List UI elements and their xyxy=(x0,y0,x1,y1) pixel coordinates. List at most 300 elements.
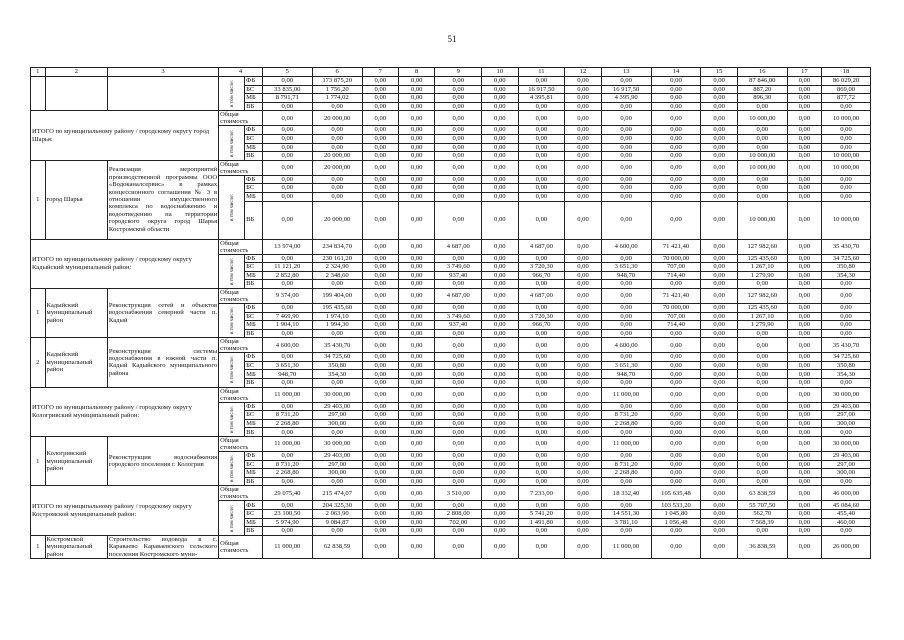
value-cell: 0,00 xyxy=(651,338,701,353)
item-description: Строительство водовода в с. Караваево Караваевского сельского поселения Костромского муни- xyxy=(108,535,218,558)
value-cell: 0,00 xyxy=(822,143,871,152)
value-cell: 0,00 xyxy=(482,134,518,143)
value-cell: 127 982,60 xyxy=(737,239,787,254)
item-municipality: Кологривский муниципальный район xyxy=(45,437,107,486)
value-cell: 29 403,00 xyxy=(822,452,871,461)
value-cell: 0,00 xyxy=(565,338,601,353)
total-cost-label: Общая стоимость xyxy=(219,437,263,452)
value-cell: 0,00 xyxy=(362,280,398,289)
value-cell: 0,00 xyxy=(787,486,821,501)
incl-label xyxy=(219,452,245,486)
value-cell: 0,00 xyxy=(435,303,482,312)
incl-label-text: в том числе: xyxy=(228,80,235,108)
value-cell: 0,00 xyxy=(398,510,434,519)
value-cell: 0,00 xyxy=(737,477,787,486)
value-cell: 0,00 xyxy=(822,134,871,143)
value-cell: 14 551,30 xyxy=(601,510,651,519)
value-cell: 0,00 xyxy=(787,411,821,420)
value-cell: 0,00 xyxy=(565,518,601,527)
value-cell: 0,00 xyxy=(482,428,518,437)
value-cell: 0,00 xyxy=(435,175,482,184)
value-cell: 0,00 xyxy=(362,518,398,527)
value-cell: 0,00 xyxy=(398,263,434,272)
value-cell: 0,00 xyxy=(482,175,518,184)
total-cost-label: Общая стоимость xyxy=(219,535,263,558)
value-cell: 0,00 xyxy=(398,143,434,152)
value-cell: 0,00 xyxy=(482,152,518,161)
item-municipality: Кадыйский муниципальный район xyxy=(45,338,107,387)
value-cell: 0,00 xyxy=(651,361,701,370)
item-total-row xyxy=(31,437,871,452)
value-cell: 0,00 xyxy=(565,486,601,501)
value-cell: 0,00 xyxy=(518,102,565,111)
value-cell: 0,00 xyxy=(601,134,651,143)
total-cost-label: Общая стоимость xyxy=(219,288,263,303)
value-cell: 0,00 xyxy=(398,527,434,536)
value-cell: 0,00 xyxy=(651,160,701,175)
value-cell: 0,00 xyxy=(262,143,312,152)
value-cell: 2 808,00 xyxy=(435,510,482,519)
value-cell: 0,00 xyxy=(518,201,565,239)
value-cell: 0,00 xyxy=(435,192,482,201)
incl-label-text: в том числе: xyxy=(228,405,235,433)
value-cell: 0,00 xyxy=(518,184,565,193)
value-cell: 0,00 xyxy=(565,201,601,239)
source-code: ВБ xyxy=(245,527,263,536)
value-cell: 0,00 xyxy=(701,477,737,486)
value-cell: 0,00 xyxy=(601,353,651,362)
value-cell: 0,00 xyxy=(518,477,565,486)
value-cell: 0,00 xyxy=(787,94,821,103)
value-cell: 0,00 xyxy=(435,134,482,143)
incl-label-text: в том числе: xyxy=(228,257,235,285)
value-cell: 0,00 xyxy=(651,469,701,478)
value-cell: 0,00 xyxy=(362,501,398,510)
value-cell: 0,00 xyxy=(435,254,482,263)
value-cell: 0,00 xyxy=(651,379,701,388)
value-cell: 8 731,20 xyxy=(262,460,312,469)
value-cell: 0,00 xyxy=(651,477,701,486)
value-cell: 0,00 xyxy=(701,312,737,321)
value-cell: 0,00 xyxy=(601,428,651,437)
incl-label xyxy=(219,126,245,160)
value-cell: 0,00 xyxy=(601,312,651,321)
value-cell: 234 834,70 xyxy=(312,239,362,254)
value-cell: 0,00 xyxy=(482,160,518,175)
value-cell: 0,00 xyxy=(565,501,601,510)
value-cell: 0,00 xyxy=(518,111,565,126)
value-cell: 0,00 xyxy=(362,143,398,152)
value-cell: 0,00 xyxy=(565,353,601,362)
value-cell: 0,00 xyxy=(482,192,518,201)
value-cell: 29 075,40 xyxy=(262,486,312,501)
incl-label xyxy=(219,303,245,337)
value-cell: 0,00 xyxy=(482,77,518,86)
column-header: 15 xyxy=(701,68,737,77)
value-cell: 0,00 xyxy=(787,143,821,152)
value-cell: 0,00 xyxy=(362,312,398,321)
value-cell: 2 324,90 xyxy=(312,263,362,272)
value-cell: 11 000,00 xyxy=(262,387,312,402)
value-cell: 0,00 xyxy=(435,143,482,152)
value-cell: 0,00 xyxy=(565,271,601,280)
value-cell: 0,00 xyxy=(398,501,434,510)
value-cell: 10 000,00 xyxy=(737,111,787,126)
value-cell: 0,00 xyxy=(362,134,398,143)
value-cell: 0,00 xyxy=(701,353,737,362)
value-cell: 0,00 xyxy=(482,387,518,402)
budget-table xyxy=(30,67,871,559)
value-cell: 0,00 xyxy=(701,338,737,353)
value-cell: 0,00 xyxy=(701,411,737,420)
value-cell: 0,00 xyxy=(482,303,518,312)
item-total-row xyxy=(31,288,871,303)
value-cell: 0,00 xyxy=(651,94,701,103)
value-cell: 0,00 xyxy=(701,134,737,143)
value-cell: 10 000,00 xyxy=(822,201,871,239)
value-cell: 0,00 xyxy=(701,321,737,330)
column-header: 6 xyxy=(312,68,362,77)
value-cell: 87 846,00 xyxy=(737,77,787,86)
source-code: МБ xyxy=(245,271,263,280)
value-cell: 877,72 xyxy=(822,94,871,103)
source-code: БС xyxy=(245,134,263,143)
value-cell: 0,00 xyxy=(822,379,871,388)
value-cell: 0,00 xyxy=(518,387,565,402)
source-code: БС xyxy=(245,361,263,370)
value-cell: 0,00 xyxy=(362,469,398,478)
value-cell: 0,00 xyxy=(701,419,737,428)
value-cell: 0,00 xyxy=(651,152,701,161)
value-cell: 0,00 xyxy=(398,192,434,201)
value-cell: 0,00 xyxy=(398,518,434,527)
value-cell: 0,00 xyxy=(787,387,821,402)
value-cell: 0,00 xyxy=(787,469,821,478)
value-cell: 0,00 xyxy=(362,387,398,402)
value-cell: 0,00 xyxy=(435,469,482,478)
value-cell: 2 268,80 xyxy=(601,469,651,478)
value-cell: 0,00 xyxy=(398,411,434,420)
value-cell: 215 474,07 xyxy=(312,486,362,501)
value-cell: 0,00 xyxy=(262,303,312,312)
value-cell: 0,00 xyxy=(787,201,821,239)
value-cell: 0,00 xyxy=(482,126,518,135)
column-header: 12 xyxy=(565,68,601,77)
value-cell: 0,00 xyxy=(701,527,737,536)
value-cell: 0,00 xyxy=(787,535,821,558)
value-cell: 0,00 xyxy=(482,535,518,558)
value-cell: 0,00 xyxy=(518,379,565,388)
incl-label-text: в том числе: xyxy=(228,193,235,221)
total-cost-label: Общая стоимость xyxy=(219,239,263,254)
value-cell: 11 000,00 xyxy=(262,535,312,558)
value-cell: 0,00 xyxy=(398,102,434,111)
value-cell: 869,00 xyxy=(822,85,871,94)
value-cell: 0,00 xyxy=(518,402,565,411)
source-code: МБ xyxy=(245,192,263,201)
value-cell: 0,00 xyxy=(362,510,398,519)
value-cell: 0,00 xyxy=(398,184,434,193)
value-cell: 0,00 xyxy=(701,94,737,103)
value-cell: 0,00 xyxy=(822,288,871,303)
value-cell: 0,00 xyxy=(565,134,601,143)
source-code: ВБ xyxy=(245,152,263,161)
value-cell: 10 000,00 xyxy=(822,152,871,161)
value-cell: 0,00 xyxy=(435,361,482,370)
source-code: ФБ xyxy=(245,303,263,312)
value-cell: 0,00 xyxy=(362,370,398,379)
value-cell: 350,80 xyxy=(822,263,871,272)
value-cell: 199 404,00 xyxy=(312,288,362,303)
value-cell: 0,00 xyxy=(398,437,434,452)
value-cell: 0,00 xyxy=(787,280,821,289)
value-cell: 0,00 xyxy=(398,126,434,135)
value-cell: 0,00 xyxy=(565,535,601,558)
value-cell: 1 045,80 xyxy=(651,510,701,519)
value-cell: 9 084,87 xyxy=(312,518,362,527)
value-cell: 0,00 xyxy=(482,518,518,527)
value-cell: 0,00 xyxy=(362,437,398,452)
value-cell: 0,00 xyxy=(398,134,434,143)
value-cell: 0,00 xyxy=(362,452,398,461)
column-header: 9 xyxy=(435,68,482,77)
value-cell: 354,30 xyxy=(822,370,871,379)
value-cell: 0,00 xyxy=(398,94,434,103)
value-cell: 0,00 xyxy=(435,126,482,135)
value-cell: 0,00 xyxy=(701,501,737,510)
value-cell: 0,00 xyxy=(737,428,787,437)
value-cell: 0,00 xyxy=(362,160,398,175)
value-cell: 0,00 xyxy=(737,402,787,411)
value-cell: 0,00 xyxy=(518,329,565,338)
value-cell: 3 749,60 xyxy=(435,312,482,321)
value-cell: 13 974,00 xyxy=(262,239,312,254)
value-cell: 30 000,00 xyxy=(312,387,362,402)
value-cell: 300,00 xyxy=(822,469,871,478)
value-cell: 8 731,20 xyxy=(601,460,651,469)
value-cell: 11 000,00 xyxy=(601,387,651,402)
itogo-total-row xyxy=(31,486,871,501)
value-cell: 0,00 xyxy=(701,387,737,402)
total-cost-label: Общая стоимость xyxy=(219,338,263,353)
value-cell: 62 838,59 xyxy=(312,535,362,558)
item-description: Реконструкция водоснабжения городского поселения г. Кологрив xyxy=(107,437,218,486)
value-cell: 23 100,50 xyxy=(262,510,312,519)
value-cell: 0,00 xyxy=(787,501,821,510)
value-cell: 71 421,40 xyxy=(651,288,701,303)
value-cell: 0,00 xyxy=(398,387,434,402)
value-cell: 350,80 xyxy=(822,361,871,370)
value-cell: 0,00 xyxy=(398,460,434,469)
value-cell: 0,00 xyxy=(822,184,871,193)
value-cell: 0,00 xyxy=(482,486,518,501)
value-cell: 0,00 xyxy=(565,288,601,303)
item-total-row xyxy=(31,535,871,558)
value-cell: 0,00 xyxy=(362,303,398,312)
item-index: 1 xyxy=(31,160,46,239)
value-cell: 0,00 xyxy=(312,126,362,135)
value-cell: 0,00 xyxy=(482,85,518,94)
value-cell: 0,00 xyxy=(701,510,737,519)
value-cell: 0,00 xyxy=(518,428,565,437)
column-header: 7 xyxy=(362,68,398,77)
value-cell: 0,00 xyxy=(787,329,821,338)
value-cell: 0,00 xyxy=(518,535,565,558)
value-cell: 350,80 xyxy=(312,361,362,370)
column-header: 2 xyxy=(45,68,107,77)
value-cell: 354,30 xyxy=(822,271,871,280)
item-index: 1 xyxy=(31,437,46,486)
item-total-row xyxy=(31,160,871,175)
value-cell: 0,00 xyxy=(701,152,737,161)
source-code: МБ xyxy=(245,143,263,152)
value-cell: 2 268,80 xyxy=(262,469,312,478)
value-cell: 0,00 xyxy=(435,411,482,420)
value-cell: 0,00 xyxy=(787,338,821,353)
value-cell: 1 491,80 xyxy=(518,518,565,527)
value-cell: 0,00 xyxy=(518,361,565,370)
column-header: 3 xyxy=(107,68,218,77)
value-cell: 0,00 xyxy=(518,338,565,353)
value-cell: 3 720,30 xyxy=(518,263,565,272)
value-cell: 86 029,20 xyxy=(822,77,871,86)
value-cell: 1 279,90 xyxy=(737,271,787,280)
value-cell: 0,00 xyxy=(398,303,434,312)
total-cost-label: Общая стоимость xyxy=(219,160,263,175)
column-header: 8 xyxy=(398,68,434,77)
value-cell: 0,00 xyxy=(737,338,787,353)
value-cell: 0,00 xyxy=(482,111,518,126)
value-cell: 966,70 xyxy=(518,321,565,330)
value-cell: 35 430,70 xyxy=(822,338,871,353)
value-cell: 0,00 xyxy=(701,303,737,312)
value-cell: 20 000,00 xyxy=(312,111,362,126)
column-header: 16 xyxy=(737,68,787,77)
value-cell: 460,00 xyxy=(822,518,871,527)
value-cell: 0,00 xyxy=(312,329,362,338)
value-cell: 0,00 xyxy=(435,94,482,103)
value-cell: 7 568,39 xyxy=(737,518,787,527)
column-header: 5 xyxy=(262,68,312,77)
source-code: ВБ xyxy=(245,477,263,486)
value-cell: 0,00 xyxy=(565,254,601,263)
value-cell: 0,00 xyxy=(435,477,482,486)
item-municipality: Кадыйский муниципальный район xyxy=(45,288,107,337)
value-cell: 0,00 xyxy=(362,239,398,254)
value-cell: 0,00 xyxy=(435,280,482,289)
value-cell: 30 000,00 xyxy=(822,387,871,402)
value-cell: 1 756,20 xyxy=(312,85,362,94)
value-cell: 0,00 xyxy=(518,280,565,289)
value-cell: 0,00 xyxy=(482,239,518,254)
value-cell: 948,70 xyxy=(601,370,651,379)
value-cell: 0,00 xyxy=(701,175,737,184)
value-cell: 0,00 xyxy=(787,518,821,527)
source-code: ВБ xyxy=(245,102,263,111)
value-cell: 0,00 xyxy=(787,370,821,379)
value-cell: 26 000,00 xyxy=(822,535,871,558)
value-cell: 707,00 xyxy=(651,312,701,321)
value-cell: 0,00 xyxy=(651,353,701,362)
value-cell: 4 395,90 xyxy=(601,94,651,103)
value-cell: 0,00 xyxy=(601,152,651,161)
value-cell: 0,00 xyxy=(737,452,787,461)
value-cell: 0,00 xyxy=(565,527,601,536)
value-cell: 0,00 xyxy=(737,192,787,201)
value-cell: 0,00 xyxy=(787,288,821,303)
itogo-label: ИТОГО по муниципальному району / городскому округу Костромской муниципальный район: xyxy=(31,486,219,535)
value-cell: 0,00 xyxy=(565,419,601,428)
value-cell: 0,00 xyxy=(651,85,701,94)
total-cost-label: Общая стоимость xyxy=(219,111,263,126)
value-cell: 195 435,60 xyxy=(312,303,362,312)
value-cell: 0,00 xyxy=(262,452,312,461)
value-cell: 0,00 xyxy=(482,402,518,411)
value-cell: 0,00 xyxy=(482,411,518,420)
value-cell: 0,00 xyxy=(435,387,482,402)
source-code: БС xyxy=(245,411,263,420)
value-cell: 0,00 xyxy=(787,428,821,437)
value-cell: 887,20 xyxy=(737,85,787,94)
value-cell: 0,00 xyxy=(398,361,434,370)
value-cell: 0,00 xyxy=(362,184,398,193)
total-cost-label: Общая стоимость xyxy=(219,387,263,402)
value-cell: 0,00 xyxy=(701,280,737,289)
value-cell: 0,00 xyxy=(482,271,518,280)
value-cell: 966,70 xyxy=(518,271,565,280)
itogo-label: ИТОГО по муниципальному району / городскому округу Кологривский муниципальный район: xyxy=(31,387,219,436)
value-cell: 0,00 xyxy=(262,152,312,161)
value-cell: 35 430,70 xyxy=(822,239,871,254)
value-cell: 0,00 xyxy=(312,428,362,437)
value-cell: 33 835,00 xyxy=(262,85,312,94)
value-cell: 3 781,10 xyxy=(601,518,651,527)
value-cell: 0,00 xyxy=(737,134,787,143)
incl-label-text: в том числе: xyxy=(228,129,235,157)
value-cell: 0,00 xyxy=(787,192,821,201)
value-cell: 0,00 xyxy=(482,501,518,510)
value-cell: 0,00 xyxy=(787,361,821,370)
value-cell: 0,00 xyxy=(312,527,362,536)
page-number: 51 xyxy=(447,34,457,44)
value-cell: 0,00 xyxy=(651,111,701,126)
value-cell: 0,00 xyxy=(482,102,518,111)
source-code: БС xyxy=(245,263,263,272)
value-cell: 0,00 xyxy=(435,452,482,461)
value-cell: 230 161,20 xyxy=(312,254,362,263)
value-cell: 0,00 xyxy=(565,370,601,379)
value-cell: 0,00 xyxy=(701,329,737,338)
header-row xyxy=(31,68,871,77)
value-cell: 0,00 xyxy=(787,460,821,469)
value-cell: 0,00 xyxy=(398,321,434,330)
value-cell: 0,00 xyxy=(262,477,312,486)
value-cell: 0,00 xyxy=(398,152,434,161)
source-code: ВБ xyxy=(245,428,263,437)
value-cell: 0,00 xyxy=(518,469,565,478)
value-cell: 0,00 xyxy=(601,201,651,239)
value-cell: 0,00 xyxy=(787,152,821,161)
value-cell: 0,00 xyxy=(822,303,871,312)
source-code: МБ xyxy=(245,419,263,428)
value-cell: 0,00 xyxy=(482,460,518,469)
value-cell: 0,00 xyxy=(262,280,312,289)
value-cell: 2 852,80 xyxy=(262,271,312,280)
value-cell: 300,00 xyxy=(312,419,362,428)
value-cell: 354,30 xyxy=(312,370,362,379)
value-cell: 0,00 xyxy=(787,477,821,486)
value-cell: 0,00 xyxy=(262,428,312,437)
